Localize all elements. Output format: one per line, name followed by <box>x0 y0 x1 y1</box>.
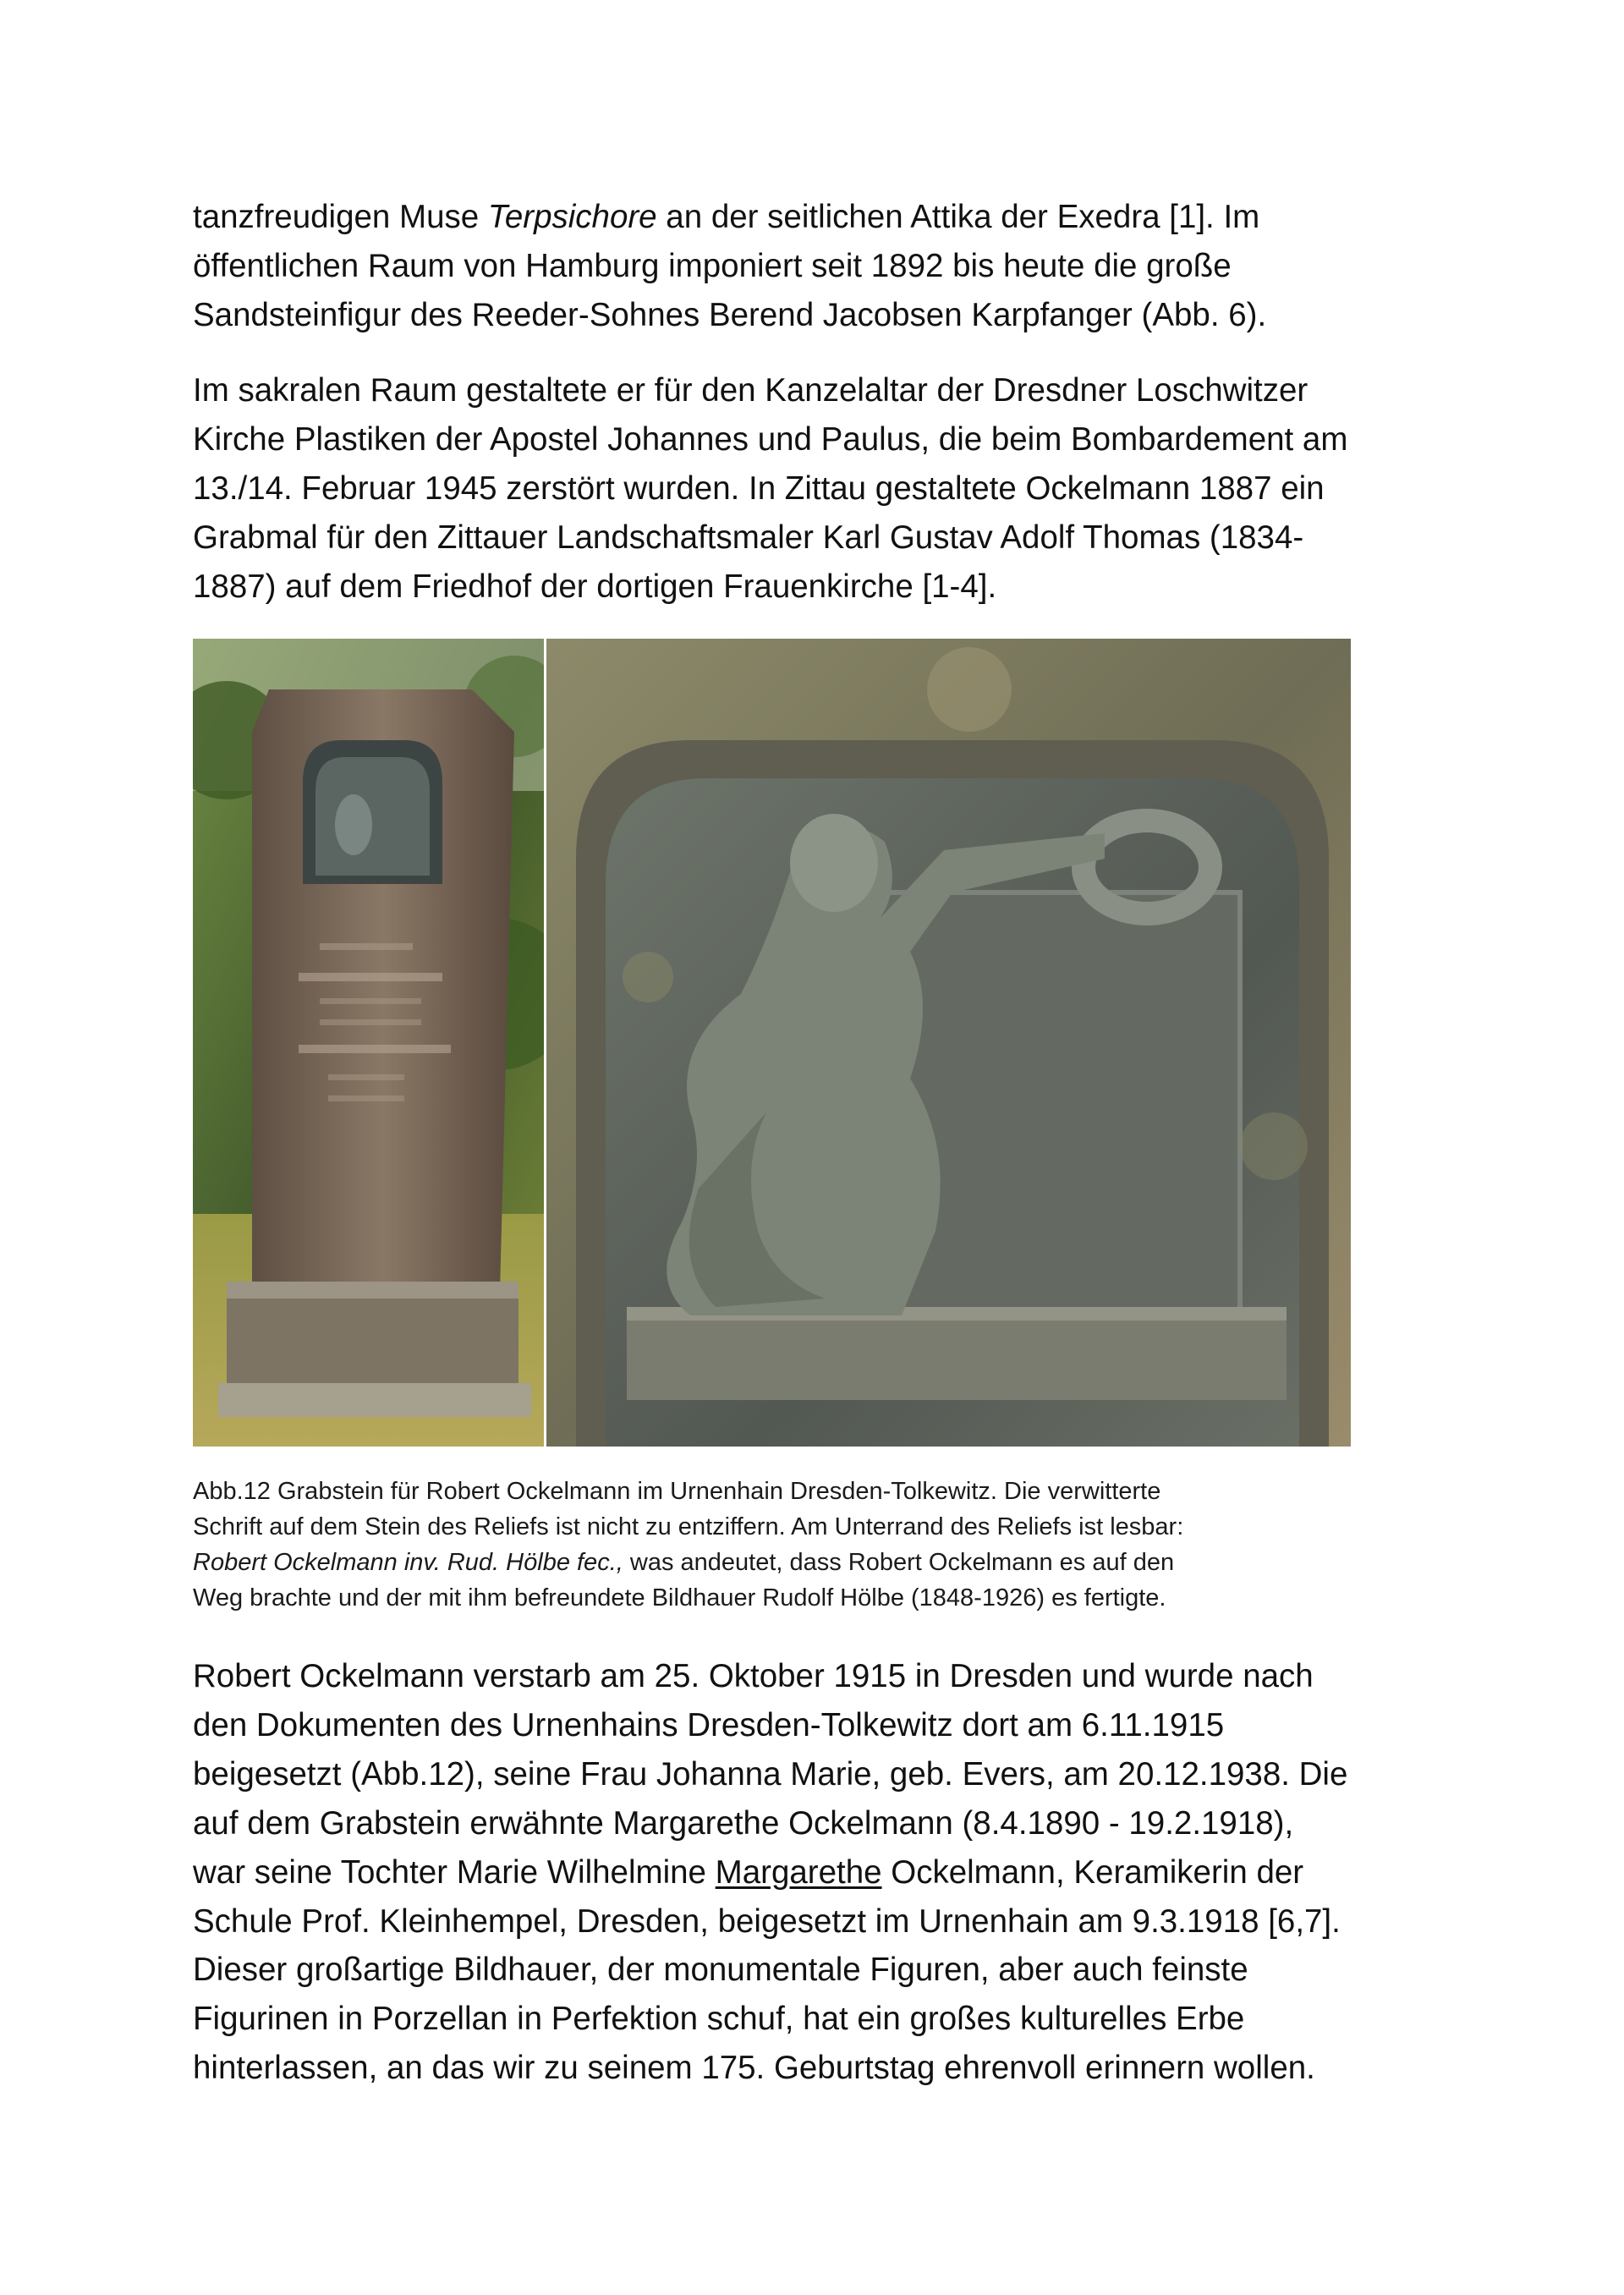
paragraph-terpsichore <box>193 193 1428 340</box>
text-line: den Dokumenten des Urnenhains Dresden-Tolkewitz dort am 6.11.1915 <box>193 1707 1225 1743</box>
text-line: Grabmal für den Zittauer Landschaftsmaler Karl Gustav Adolf Thomas (1834- <box>193 519 1304 556</box>
text-line: beigesetzt (Abb.12), seine Frau Johanna Marie, geb. Evers, am 20.12.1938. Die <box>193 1756 1348 1793</box>
caption-line: Weg brachte und der mit ihm befreundete Bildhauer Rudolf Hölbe (1848-1926) es fertigte. <box>193 1584 1166 1611</box>
text-line: Im sakralen Raum gestaltete er für den Kanzelaltar der Dresdner Loschwitzer <box>193 372 1309 409</box>
text-line: tanzfreudigen Muse Terpsichore an der seitlichen Attika der Exedra [1]. Im <box>193 199 1260 235</box>
text-line: Dieser großartige Bildhauer, der monumentale Figuren, aber auch feinste <box>193 1952 1248 1988</box>
caption-line: Schrift auf dem Stein des Reliefs ist nicht zu entziffern. Am Unterrand des Reliefs ist lesbar: <box>193 1513 1184 1540</box>
caption-line: Robert Ockelmann inv. Rud. Hölbe fec., was andeutet, dass Robert Ockelmann es auf den <box>193 1549 1175 1576</box>
italic-term: Terpsichore <box>487 199 657 235</box>
paragraph-death-burial <box>193 1652 1428 1946</box>
text-line: Figurinen in Porzellan in Perfektion schuf, hat ein großes kulturelles Erbe <box>193 2001 1245 2037</box>
text-line: auf dem Grabstein erwähnte Margarethe Ockelmann (8.4.1890 - 19.2.1918), <box>193 1805 1294 1842</box>
text-line: 1887) auf dem Friedhof der dortigen Frauenkirche [1-4]. <box>193 568 997 605</box>
gravestone-photo <box>193 639 544 1447</box>
text-line: 13./14. Februar 1945 zerstört wurden. In Zittau gestaltete Ockelmann 1887 ein <box>193 470 1325 507</box>
underlined-name: Margarethe <box>715 1854 882 1891</box>
relief-photo <box>546 639 1351 1447</box>
text-line: öffentlichen Raum von Hamburg imponiert seit 1892 bis heute die große <box>193 248 1232 284</box>
text-line: hinterlassen, an das wir zu seinem 175. Geburtstag ehrenvoll erinnern wollen. <box>193 2050 1315 2086</box>
text-line: Kirche Plastiken der Apostel Johannes und Paulus, die beim Bombardement am <box>193 421 1348 458</box>
text-line: war seine Tochter Marie Wilhelmine Margarethe Ockelmann, Keramikerin der <box>193 1854 1304 1891</box>
caption-line: Abb.12 Grabstein für Robert Ockelmann im Urnenhain Dresden-Tolkewitz. Die verwitterte <box>193 1478 1161 1505</box>
text-line: Robert Ockelmann verstarb am 25. Oktober 1915 in Dresden und wurde nach <box>193 1658 1314 1694</box>
text-line: Schule Prof. Kleinhempel, Dresden, beigesetzt im Urnenhain am 9.3.1918 [6,7]. <box>193 1903 1341 1940</box>
paragraph-legacy <box>193 1946 1428 2093</box>
paragraph-sacral-works <box>193 366 1428 612</box>
figure-caption <box>193 1474 1428 1616</box>
text-line: Sandsteinfigur des Reeder-Sohnes Berend Jacobsen Karpfanger (Abb. 6). <box>193 297 1267 333</box>
italic-signature: Robert Ockelmann inv. Rud. Hölbe fec., <box>193 1549 623 1576</box>
